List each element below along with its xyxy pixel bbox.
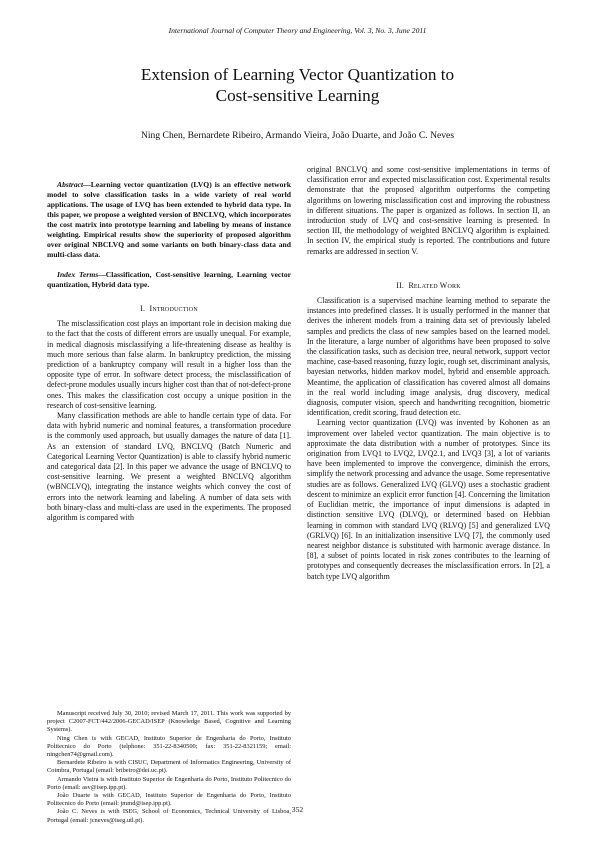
section-numeral: I. bbox=[140, 304, 146, 313]
paper-title-line-2: Cost-sensitive Learning bbox=[215, 86, 380, 105]
author-list: Ning Chen, Bernardete Ribeiro, Armando Vieira, João Duarte, and João C. Neves bbox=[140, 130, 455, 141]
footnote: Ning Chen is with GECAD, Instituto Superior de Engenharia do Porto, Instituto Politecnico do Porto (telphone: 351-22-8340500; fax: 351-22-8321159; email: ningchen74@gmail.com). bbox=[47, 734, 291, 759]
index-terms-text: —Classification, Cost-sensitive learning, Learning vector quantization, Hybrid data type. bbox=[47, 270, 292, 289]
index-terms-lead: Index Terms bbox=[57, 270, 99, 279]
footnote: Armando Vieira is with Instituto Superior de Engenharia do Porto, Instituto Politecnico do Porto (email: asv@isep.ipp.pt). bbox=[47, 775, 291, 791]
section-heading-related-work bbox=[307, 281, 550, 291]
abstract-text: —Learning vector quantization (LVQ) is an effective network model to solve classification tasks in a wide variety of real world applications. The usage of LVQ has been extended to hybrid data type. In this paper, we propose a weighted version of BNCLVQ, which incorporates the cost matrix into prototype learning and labeling by means of instance weighting. Empirical results show the superiority of proposed algorithm over original NBCLVQ and some variants on both binary-class data and multi-class data. bbox=[47, 180, 291, 259]
footnote: Bernardete Ribeiro is with CISUC, Department of Informatics Engineering, University of Coimbra, Portugal (email: bribeiro@dei.uc.pt). bbox=[47, 759, 291, 775]
related-work-paragraph-1: Classification is a supervised machine learning method to separate the instances into predefined classes. It is usually performed in the manner that derives the inherent models from a training data set of previously labeled samples and predicts the class of new samples based on the learned model. In the literature, a large number of algorithms have been proposed to solve the classification tasks, such as decision tree, neural network, support vector machine, case-based reasoning, fuzzy logic, rough set, discriminant analysis, bayesian networks, hidden markov model, hybrid and ensemble approach. Meantime, the application of classification has covered almost all domains in the real world including image analysis, drug discovery, medical diagnosis, computer vision, speech and handwriting recognition, biometric identification, credit scoring, fraud detection etc. bbox=[307, 296, 550, 418]
section-title: Related Work bbox=[408, 280, 461, 290]
intro-paragraph-1: The misclassification cost plays an important role in decision making due to the fact that the costs of different errors are usually unequal. For example, in medical diagnosis misclassifying a life-threatening disease as healthy is much more serious than false alarm. In bankruptcy prediction, the missing prediction of a bankruptcy company will result in a higher loss than the opposite type of error. In software detect process, the misclassification of defect-prone modules usually incurs higher cost than that of not-defect-prone ones. This makes the classification cost occupy a unique position in the research of cost-sensitive learning. bbox=[47, 319, 291, 410]
index-terms bbox=[47, 270, 291, 290]
footnote: João Duarte is with GECAD, Instituto Superior de Engenharia do Porto, Instituto Politecnico do Porto (email: jmmd@isep.ipp.pt). bbox=[47, 792, 291, 808]
footnote: João C. Neves is with ISEG, School of Economics, Technical University of Lisboa, Portugal (email: jcneves@iseg.utl.pt). bbox=[47, 808, 291, 824]
footnote: Manuscript received July 30, 2010; revised March 17, 2011. This work was supported by project C2007-FCT/442/2006-GECAD/ISEP (Knowledge Based, Cognitive and Learning Systems). bbox=[47, 710, 291, 734]
intro-paragraph-2: Many classification methods are able to handle certain type of data. For data with hybrid numeric and nominal features, a transformation procedure is the commonly used approach, but usually damages the nature of data [1]. As an extension of standard LVQ, BNCLVQ (Batch Numeric and Categorical Learning Vector Quantization) is able to classify hybrid numeric and categorical data [2]. In this paper we advance the usage of BNCLVQ to cost-sensitive learning. We present a weighted BNCLVQ algorithm (wBNCLVQ), integrating the instance weights which convey the cost of errors into the network learning and labeling. A number of data sets with both binary-class and multi-class are used in the experiments. The proposed algorithm is compared with bbox=[47, 411, 291, 523]
abstract bbox=[47, 180, 291, 260]
section-title: Introduction bbox=[149, 304, 198, 313]
related-work-paragraph-2: Learning vector quantization (LVQ) was invented by Kohonen as an improvement over labeled vector quantization. The main objective is to approximate the data distribution with a number of prototypes. Since its origination from LVQ1 to LVQ2, LVQ2.1, and LVQ3 [3], a lot of variants have been implemented to improve the convergence, diminish the errors, simplify the network processing and advance the usage. Some representative studies are as follows. Generalized LVQ (GLVQ) uses a stochastic gradient descent to minimize an explicit error function [4]. Concerning the limitation of Euclidian metric, the importance of input dimensions is adapted in distinction sensitive LVQ (DLVQ), or determined based on Hebbian learning in common with standard LVQ (RLVQ) [5] and generalized LVQ (GRLVQ) [6]. In an initialization insensitive LVQ [7], the commonly used nearest neighbor distance is substituted with harmonic average distance. In [8], a subset of points located in risk zones contributes to the learning of prototypes and consequently decreases the misclassification errors. In [2], a batch type LVQ algorithm bbox=[307, 418, 550, 581]
page-number: 352 bbox=[291, 805, 304, 814]
paper-title bbox=[60, 64, 535, 106]
intro-continuation: original BNCLVQ and some cost-sensitive implementations in terms of classification error and expected misclassification cost. Experimental results demonstrate that the proposed algorithm outperforms the competing algorithms on lowering misclassification cost and improving the robustness in different situations. The paper is organized as follows. In section II, an introduction study of LVQ and cost-sensitive learning is presented. In section III, the methodology of weighted BNCLVQ algorithm is explained. In section IV, the empirical study is reported. The contributions and future remarks are addressed in section V. bbox=[307, 165, 550, 256]
right-column bbox=[307, 165, 550, 582]
section-heading-introduction bbox=[47, 304, 291, 314]
paper-title-line-1: Extension of Learning Vector Quantization to bbox=[140, 65, 455, 84]
left-column bbox=[47, 180, 291, 523]
section-numeral: II. bbox=[396, 280, 405, 290]
abstract-lead: Abstract bbox=[57, 180, 84, 189]
journal-header: International Journal of Computer Theory and Engineering, Vol. 3, No. 3, June 2011 bbox=[168, 26, 427, 35]
